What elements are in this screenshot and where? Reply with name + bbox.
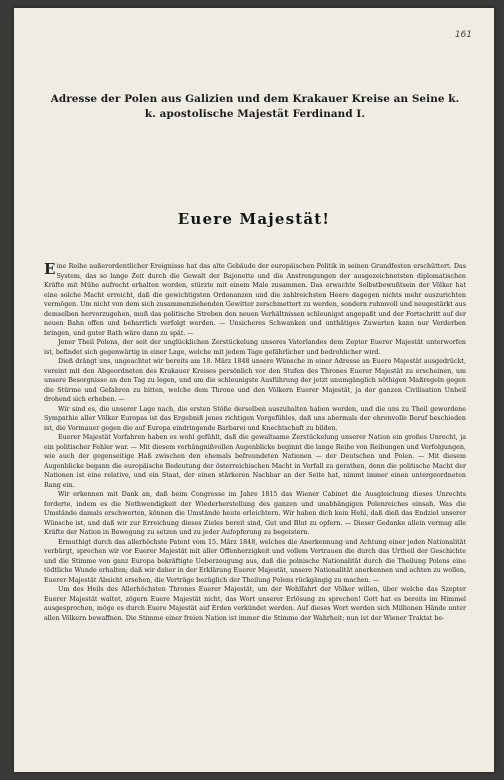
drop-cap: E — [44, 260, 56, 278]
document-page — [14, 8, 494, 772]
paragraph-4: Wir sind es, die unserer Lage nach, die ersten Stöße derselben auszuhalten haben werden, und die uns zu Theil gewordene Sympathie aller Völker Europas ist das Ergebniß jenes richtigen Vorgefühles, daß uns abermals der ehrenvolle Beruf beschieden ist, die Vormauer gegen die auf Europa eindringende Barbarei und Knechtschaft zu bilden. — [44, 405, 466, 432]
archive-folio-number: 161 — [454, 30, 472, 40]
document-body — [44, 262, 466, 623]
salutation-heading: Euere Majestät! — [177, 210, 331, 228]
document-title: Adresse der Polen aus Galizien und dem Krakauer Kreise an Seine k. k. apostolische Majestät Ferdinand I. — [50, 93, 460, 120]
paragraph-3: Dieß drängt uns, ungeachtet wir bereits am 18. März 1848 unsere Wünsche in einer Adresse an Euere Majestät ausgedrückt, vereint mit den Abgeordneten des Krakauer Kreises persönlich vor den Stufen des Thrones Euerer Majestät zu erscheinen, um unsere Besorgnisse an den Tag zu legen, und um die schleunigste Ausführung der jetzt unumgänglich nöthigen Maßregeln gegen die Stürme und Gefahren zu bitten, welche dem Throne und den Völkern Euerer Majestät, ja der ganzen Civilisation Unheil drohend sich erheben. — — [44, 358, 466, 403]
paragraph-6: Wir erkennen mit Dank an, daß beim Congresse im Jahre 1815 das Wiener Cabinet die Ausgleichung dieses Unrechts forderte, indem es die Nothwendigkeit der Wiederherstellung des ganzen und unabhängigen Polenreiches einsah. Was die Umstände damals erschwerten, können die Umstände heute erleichtern. Wir haben dich kein Hehl, daß dieß das Endziel unserer Wünsche ist, und daß wir zur Erreichung dieses Zieles bereit sind, Gut und Blut zu opfern. — Dieser Gedanke allein vermag alle Kräfte der Nation in Bewegung zu setzen und zu jeder Aufopferung zu begeistern. — [44, 491, 466, 536]
paragraph-text: ine Reihe außerordentlicher Ereignisse hat das alte Gebäude der europäischen Politik in seinen Grundfesten erschüttert. Das System, das so lange Zeit durch die Gewalt der Bajonette und die Anstrengungen der ausgezeichnetsten diplomatischen Kräfte mit Mühe aufrecht erhalten worden, stürzte mit einem Male zusammen. Das erwachte Selbstbewußtsein der Völker hat eine solche Macht erreicht, daß die gewichtigsten Ordonanzen und die zahlreichsten Heere dagegen nichts mehr auszurichten vermögen. Um nicht von dem sich zusammenziehenden Gewitter zerschmettert zu werden, sondern ruhmvoll und neugestärkt aus demselben hervorzugehen, muß das politische Streben den neuen Verhältnissen schleunigst angepaßt und der Fortschritt auf der neuen Bahn offen und beharrlich verfolgt werden. — Unsicheres Schwanken und unthätiges Zuwarten kann nur Verderben bringen, und guter Rath wäre dann zu spät. — — [44, 263, 466, 337]
paragraph-1 — [44, 262, 466, 338]
paragraph-7: Ermuthigt durch das allerhöchste Patent vom 15. März 1848, welches die Anerkennung und Achtung einer jeden Nationalität verbürgt, sprechen wir vor Euerer Majestät mit aller Offenherzigkeit und vollem Vertrauen die durch das Urtheil der Geschichte und die Stimme von ganz Europa bekräftigte Ueberzeugung aus, daß die polnische Nationalität durch die Theilung Polens eine tödtliche Wunde erhalten; daß wir daher in der Erklärung Euerer Majestät, unsere Nationalität anerkennen und achten zu wollen, Euerer Majestät Absicht ersehen, die Verträge bezüglich der Theilung Polens rückgängig zu machen. — — [44, 538, 466, 584]
paragraph-5: Euerer Majestät Vorfahren haben es wohl gefühlt, daß die gewaltsame Zerstückelung unserer Nation ein großes Unrecht, ja ein politischer Fehler war. — Mit diesem verhängnißvollen Augenblicke beginnt die lange Reihe von Reibungen und Verfolgungen, wie auch der gegenseitige Haß zwischen den ehemals befreundeten Nationen — der Deutschen und Polen. — Mit diesem Augenblicke begann die europäische Bedeutung der österreichischen Macht in Verfall zu gerathen, denn die politische Macht der Nationen ist eine relative, und ein Staat, der einen stärkeren Nachbar an der Seite hat, nimmt immer einen untergeordneten Rang ein. — [44, 434, 466, 489]
paragraph-2: Jener Theil Polens, der seit der unglücklichen Zerstückelung unseres Vaterlandes dem Zepter Euerer Majestät unterworfen ist, befindet sich gegenwärtig in einer Lage, welche mit jedem Tage gefährlicher und bedrohlicher wird. — [44, 339, 466, 356]
paragraph-8: Um des Heils des Allerhöchsten Thrones Euerer Majestät, um der Wohlfahrt der Völker willen, über welche das Szepter Euerer Majestät waltet, zögern Euere Majestät nicht, das Wort unserer Erlösung zu sprechen! Gott hat es bereits im Himmel ausgesprochen, möge es durch Euere Majestät auf Erden verkündet werden. Auf dieses Wort werden sich Millionen Hände unter allen Völkern bewaffnen. Die Stimme einer freien Nation ist immer die Stimme der Wahrheit; nun ist der Wiener Traktat be- — [44, 586, 466, 622]
